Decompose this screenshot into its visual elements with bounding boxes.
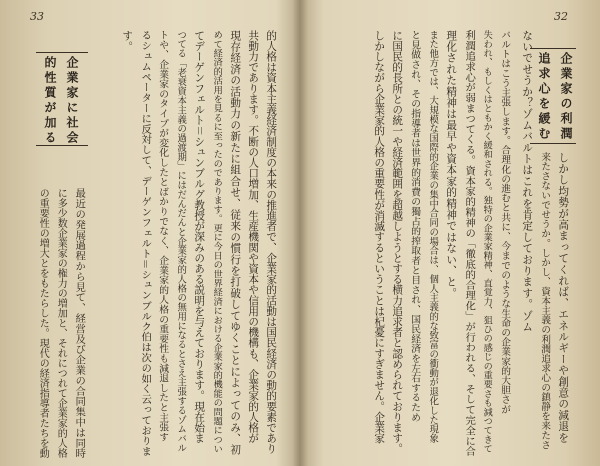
right-text-line: に国民的長所との統一や経済範囲を超越しようとする横力追求者と認められております。 bbox=[391, 30, 404, 454]
left-text-line: てデーゲンフェルト＝シュンブルグ教授が深みのある説明を与えております。現在始ま bbox=[193, 30, 206, 444]
left-text-line: に多少数企業家の権力の増加と、それにつれて企業家的人格 bbox=[55, 188, 67, 458]
left-text-line: 現存経済の活動力の新たに組合せ、従来の慣行を打破してゆくことによってのみ、初 bbox=[229, 30, 242, 456]
left-text-line: めて経済的活用を見るに至ったのであります。更に今日の世界経済における企業家的機能の問題につい bbox=[211, 30, 223, 454]
left-text-line: 最近の発展過程から見て、経営及び企業の合同集中は同時 bbox=[73, 188, 86, 459]
right-heading-line-1: 企業家の利潤 bbox=[559, 52, 573, 142]
left-heading-line-2: 的性質が加る bbox=[43, 56, 57, 146]
right-text-line: また他方では、大規模な国際的企業の集中合同の場合は、個人主義的な致富の衝動が退化した現象 bbox=[427, 30, 439, 444]
left-text-line: つてる「老衰資本主義の過渡期」にはだんだんと企業家的人格の無用になるとさえ主張するゾムバル bbox=[175, 30, 187, 453]
page-number-left: 33 bbox=[30, 10, 44, 23]
right-text-line: 理化された精神は最早や資本家的精神ではない、と。 bbox=[445, 30, 458, 299]
left-text-line: す。 bbox=[121, 30, 134, 53]
right-heading-line-2: 追求心を緩む bbox=[537, 52, 551, 142]
right-text-line: バルトはこう主張します。合理化の進むと共に、今までのような生命の企業家的大胆さが bbox=[499, 30, 511, 414]
left-text-line: トや、企業家のタイプが変化したとばかりでなく、企業家的人格の重要性も減退したと主張す bbox=[157, 30, 169, 442]
left-text-line: るシュムペーターに反対して、デーゲンフェルト＝シュンブルク伯は次の如く云っておりま bbox=[139, 30, 152, 457]
page-number-right: 32 bbox=[554, 10, 568, 23]
right-text-line: ないでせうか？ゾムバルトはこれを肯定しております。ゾム bbox=[521, 30, 534, 333]
right-text-line: 利潤追求心が弱まつてくる。資本家的精神の「徹底的合理化」が行われる、そして完全に合 bbox=[463, 30, 476, 457]
right-text-line: 失われ、もしくはともかく緩和される。独特の企業家精神、直覚力、狙ひの感じの重要さも減つてきて bbox=[481, 30, 493, 454]
right-text-line: と見做され、その指導者は世界的消費の獨占的搾取者と目され、国民経済を左右するため bbox=[409, 30, 421, 422]
left-text-line: の重要性の増大とをもたらした。現代の経済指導者たちを動 bbox=[37, 188, 49, 458]
book-gutter bbox=[292, 0, 308, 466]
right-text-line: 来たさないでせうか。しかし、資本主義の利潤追求心の鎮静を来たさ bbox=[539, 152, 551, 450]
left-text-line: 的人格は資本主義経済制度の本来の推進者で、企業家的活動は国民経済の動的要素であり bbox=[265, 30, 278, 454]
right-text-line: しかし均勢が高まってくれば、エネルギーや創意の減退を bbox=[557, 152, 570, 444]
left-text-line: 共動力であります。不断の人口増加、生産機関や資本や信用の機構も、企業家的人格が bbox=[247, 30, 260, 444]
left-heading-line-1: 企業家に社会 bbox=[65, 56, 79, 146]
right-text-line: しかしながら企業家的人格の重要性が消滅するということは杞憂にすぎません。企業家 bbox=[373, 30, 386, 444]
